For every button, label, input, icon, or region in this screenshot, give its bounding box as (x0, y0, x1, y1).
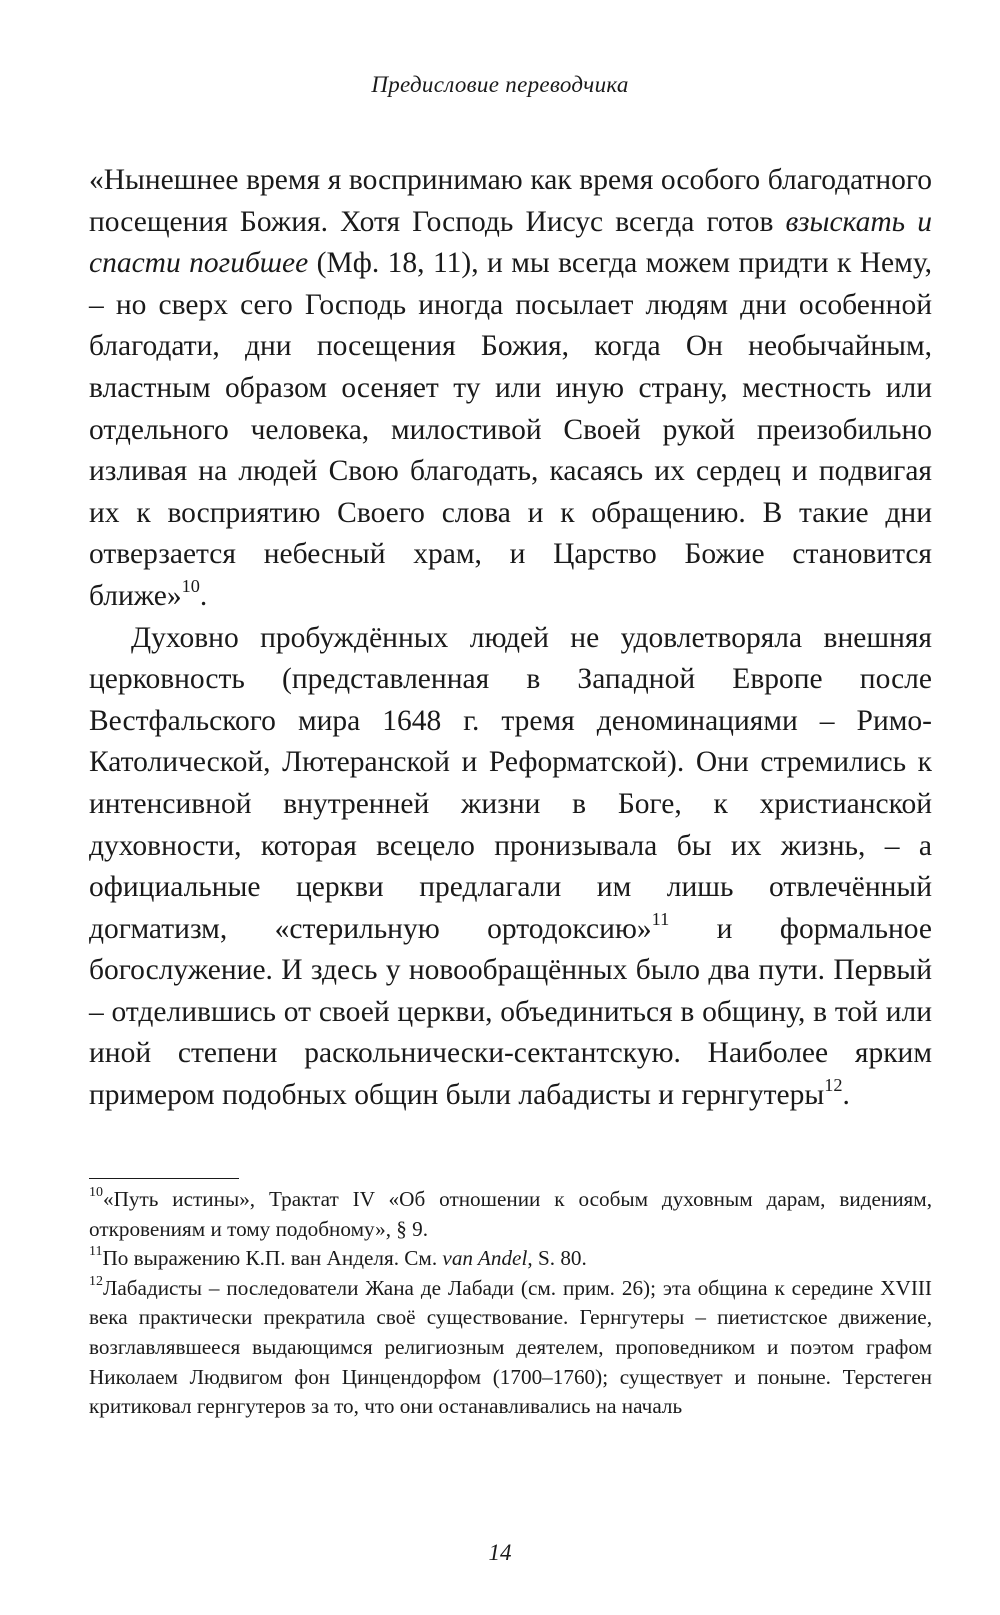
footnote-ref-10[interactable]: 10 (181, 575, 200, 596)
paragraph-2 (89, 618, 932, 1117)
page-number: 14 (488, 1540, 512, 1565)
p2-text-end: . (842, 1079, 850, 1112)
p1-italic-quote: взыскать и спасти погибшее (89, 205, 932, 280)
paragraph-1 (89, 160, 932, 618)
footnote-number: 12 (89, 1274, 103, 1289)
p2-text-middle: и формальное богослужение. И здесь у новообращённых было два пути. Первый – отделившись от своей церкви, объединиться в общину, в той или иной степени раскольнически-сектантскую. Наиболее ярким примером подобных общин были лабадисты и гернгутеры (89, 912, 932, 1112)
footnote-number: 11 (89, 1244, 103, 1260)
footnote-ref-12[interactable]: 12 (824, 1074, 843, 1095)
footnote-text-end: , S. 80. (527, 1246, 587, 1271)
p2-text-start: Духовно пробуждённых людей не удовлетворяла внешняя церковность (представленная в Западной Европе после Вестфальского мира 1648 г. тремя деноминациями – Римо-Католической, Лютеранской и Реформатской). Они стремились к интенсивной внутренней жизни в Боге, к христианской духовности, которая всецело пронизывала бы их жизнь, – а официальные церкви предлагали им лишь отвлечённый догматизм, «стерильную ортодоксию» (89, 621, 932, 945)
main-text (89, 160, 932, 1117)
footnote-separator (89, 1178, 239, 1179)
p1-text-middle: (Мф. 18, 11), и мы всегда можем придти к Нему, – но сверх сего Господь иногда посылает людям дни особенной благодати, дни посещения Божия, когда Он необычайным, властным образом осеняет ту или иную страну, местность или отдельного человека, милостивой Своей рукой преизобильно изливая на людей Свою благодать, касаясь их сердец и подвигая их к восприятию Своего слова и к обращению. В такие дни отверзается небесный храм, и Царство Божие становится ближе» (89, 247, 932, 612)
footnote-text: По выражению К.П. ван Анделя. См. (102, 1246, 443, 1271)
footnote-text: Лабадисты – последователи Жана де Лабади (см. прим. 26); эта община к середине XVIII века практически прекратила своё существование. Гернгутеры – пиетистское движение, возглавлявшееся выдающимся религиозным деятелем, проповедником и поэтом графом Николаем Людвигом фон Цинцендорфом (1700–1760); существует и поныне. Терстеген критиковал гернгутеров за то, что они останавливались на началь (89, 1275, 932, 1419)
footnote-10 (89, 1185, 932, 1244)
p1-text-end: . (199, 579, 208, 612)
footnote-number: 10 (89, 1185, 103, 1201)
footnote-italic-ref: van Andel (442, 1246, 528, 1271)
footnote-12 (89, 1274, 932, 1422)
footnotes (89, 1185, 932, 1422)
p1-text-start: «Нынешнее время я воспринимаю как время особого благодатного посещения Божия. Хотя Господь Иисус всегда готов (89, 164, 932, 238)
footnote-text: «Путь истины», Трактат IV «Об отношении к особым духовным дарам, видениям, откровениям и тому подобному», § 9. (89, 1187, 932, 1241)
footnote-ref-11[interactable]: 11 (651, 908, 670, 929)
running-head: Предисловие переводчика (371, 72, 629, 97)
footnote-11 (89, 1244, 932, 1274)
